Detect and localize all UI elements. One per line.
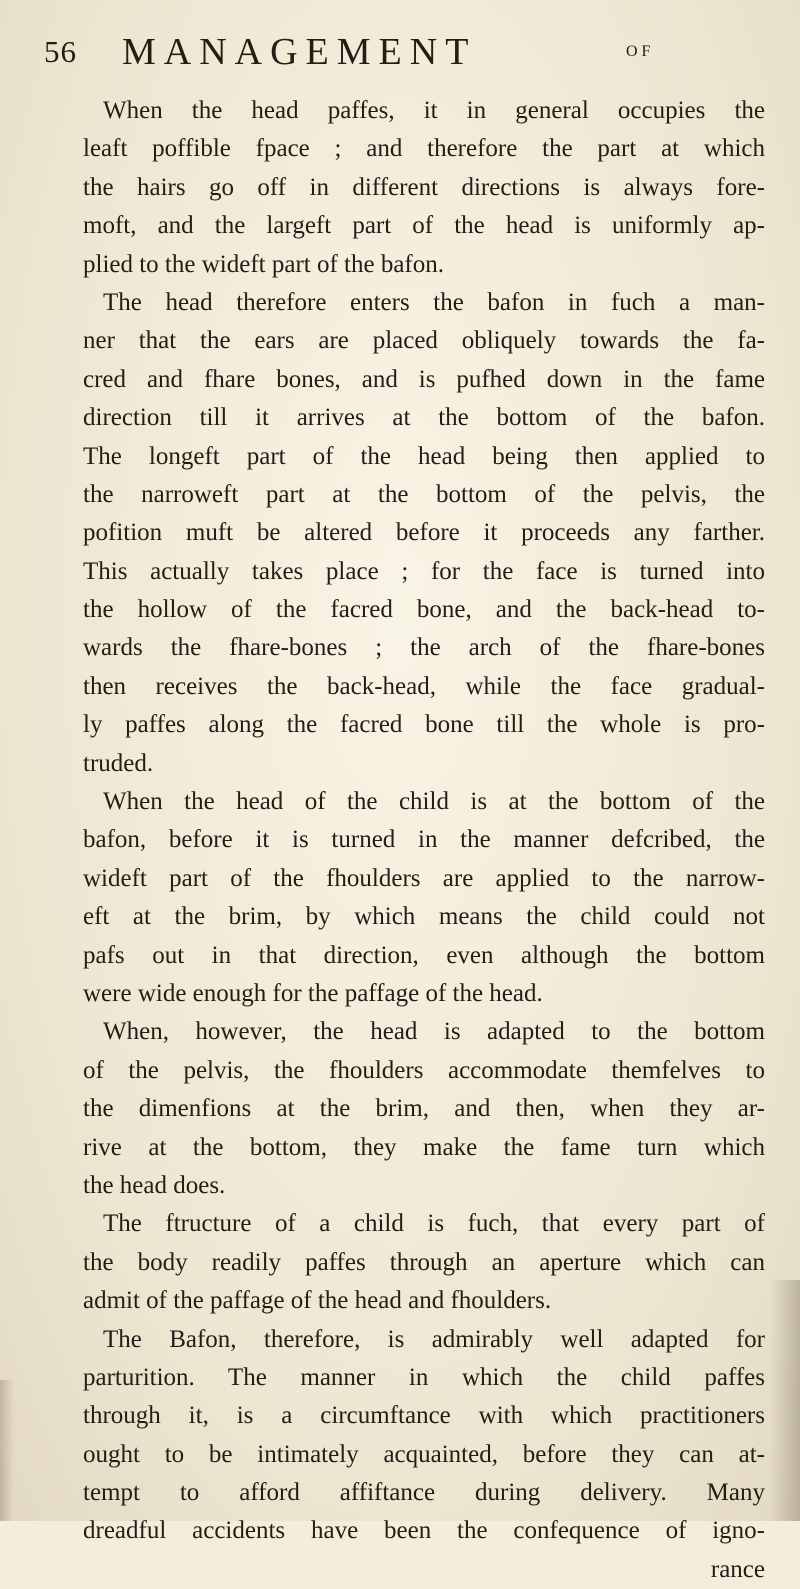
body-text — [83, 92, 765, 1589]
text-line: rive at the bottom, they make the fame turn which — [83, 1133, 765, 1161]
text-line: pafs out in that direction, even although the bottom — [83, 941, 765, 969]
text-line: The Bafon, therefore, is admirably well adapted for — [103, 1325, 765, 1353]
text-line: When the head of the child is at the bottom of the — [103, 788, 765, 816]
text-line: ner that the ears are placed obliquely towards the fa- — [83, 327, 765, 355]
text-line: then receives the back-head, while the face gradual- — [83, 672, 765, 700]
text-line: The longeft part of the head being then applied to — [83, 442, 765, 470]
page-number: 56 — [44, 34, 77, 69]
running-head-suffix: OF — [626, 43, 655, 60]
text-line: the head does. — [83, 1171, 226, 1199]
text-line: the body readily paffes through an aperture which can — [83, 1248, 765, 1276]
text-line: leaft poffible fpace ; and therefore the part at which — [83, 135, 765, 163]
text-line: parturition. The manner in which the child paffes — [83, 1363, 765, 1391]
text-line: of the pelvis, the fhoulders accommodate themfelves to — [83, 1056, 765, 1084]
text-line: wideft part of the fhoulders are applied to the narrow- — [83, 864, 765, 892]
text-line: When, however, the head is adapted to the bottom — [103, 1018, 765, 1046]
text-line: ly paffes along the facred bone till the whole is pro- — [83, 711, 765, 739]
text-line: tempt to afford affiftance during delivery. Many — [83, 1479, 765, 1507]
text-line: The head therefore enters the bafon in fuch a man- — [103, 288, 765, 316]
text-line: the hollow of the facred bone, and the back-head to- — [83, 596, 765, 624]
text-line: bafon, before it is turned in the manner defcribed, the — [83, 826, 765, 854]
text-line: The ftructure of a child is fuch, that every part of — [103, 1210, 765, 1238]
page-edge-shadow — [770, 1280, 800, 1521]
text-line: were wide enough for the paffage of the head. — [83, 979, 543, 1007]
text-line: pofition muft be altered before it proceeds any farther. — [83, 519, 765, 547]
text-line: the dimenfions at the brim, and then, when they ar- — [83, 1095, 765, 1123]
text-line: wards the fhare-bones ; the arch of the fhare-bones — [83, 634, 765, 662]
page-header — [44, 22, 764, 82]
catchword: rance — [710, 1555, 765, 1583]
text-line: the hairs go off in different directions is always fore- — [83, 173, 765, 201]
text-line: truded. — [83, 749, 154, 777]
text-line: When the head paffes, it in general occupies the — [103, 97, 765, 124]
text-line: plied to the wideft part of the bafon. — [83, 250, 444, 278]
text-line: the narroweft part at the bottom of the pelvis, the — [83, 480, 765, 508]
page-edge-shadow-left — [0, 1380, 14, 1521]
text-line: eft at the brim, by which means the child could not — [83, 903, 765, 931]
text-line: moft, and the largeft part of the head is uniformly ap- — [83, 212, 765, 240]
running-head: MANAGEMENT — [122, 31, 477, 73]
text-line: cred and fhare bones, and is pufhed down in the fame — [83, 365, 765, 393]
text-line: direction till it arrives at the bottom of the bafon. — [83, 404, 765, 432]
text-line: through it, is a circumftance with which practitioners — [83, 1402, 765, 1430]
text-line: admit of the paffage of the head and fhoulders. — [83, 1287, 552, 1315]
text-line: ought to be intimately acquainted, before they can at- — [83, 1440, 765, 1468]
text-line: dreadful accidents have been the confequence of igno- — [83, 1517, 765, 1545]
text-line: This actually takes place ; for the face is turned into — [83, 557, 765, 585]
